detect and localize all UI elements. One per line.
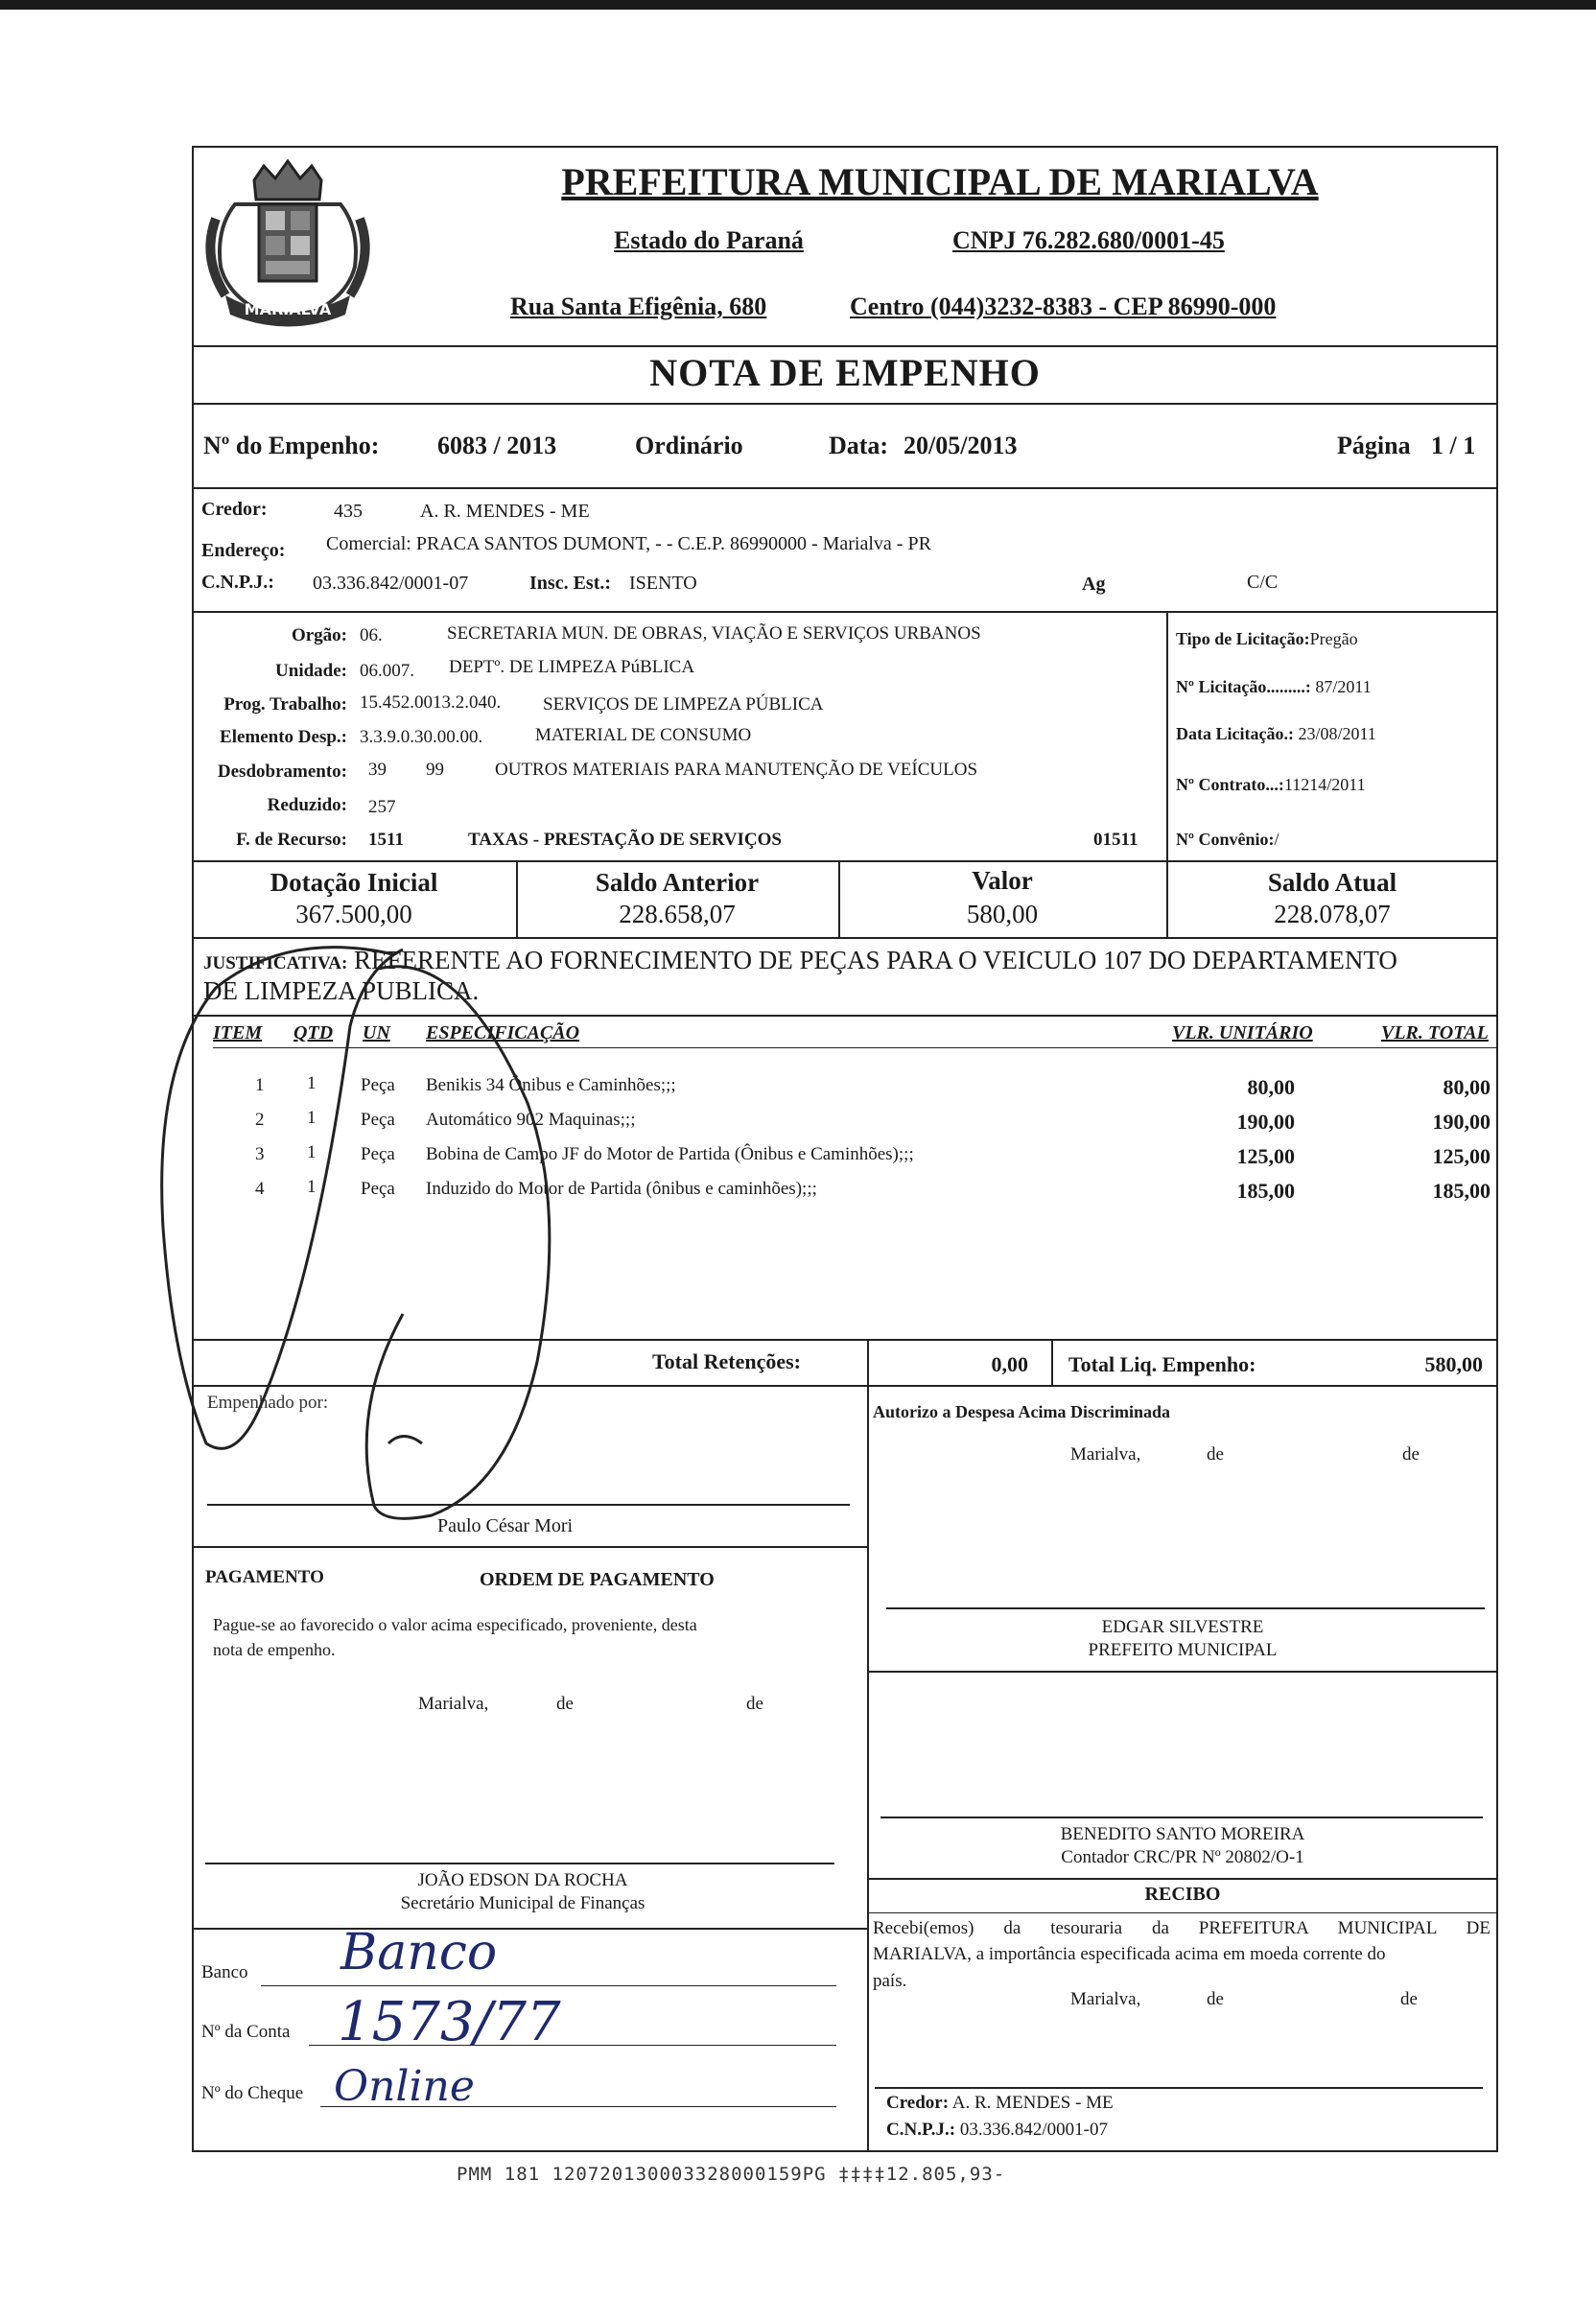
signature-line [875,2087,1483,2089]
elem-label: Elemento Desp.: [220,727,347,747]
row-espec: Automático 902 Maquinas;;; [426,1110,636,1130]
footer-credor-label: Credor: [886,2093,950,2113]
convenio-number: / [1274,830,1279,849]
page-label: Página [1337,432,1411,459]
footer-cnpj-label: C.N.P.J.: [886,2120,956,2140]
divider [1051,1339,1053,1385]
dotacao-value: 367.500,00 [295,900,412,928]
row-item: 1 [255,1075,265,1095]
valor-label: Valor [972,866,1033,895]
licitacao-data: 23/08/2011 [1298,724,1376,743]
secretario-role: Secretário Municipal de Finanças [400,1893,645,1913]
empenho-date: 20/05/2013 [904,432,1018,459]
pagamento-text-2: nota de empenho. [213,1640,336,1659]
justificativa-label: JUSTIFICATIVA: [203,953,348,973]
row-un: Peça [361,1144,395,1164]
row-espec: Bobina de Campo JF do Motor de Partida (Ônibus e Caminhões);;; [426,1144,914,1164]
total-liquido-label: Total Liq. Empenho: [1068,1352,1256,1376]
row-item: 2 [255,1110,265,1130]
header-cnpj: CNPJ 76.282.680/0001-45 [952,226,1225,254]
footer-credor-name: A. R. MENDES - ME [951,2093,1114,2113]
recibo-text-1: Recebi(emos) da tesouraria da PREFEITURA MUNICIPAL DE [873,1918,1490,1938]
empenhado-name: Paulo César Mori [437,1515,574,1536]
licitacao-num: 87/2011 [1315,677,1372,696]
row-unit: 190,00 [1236,1110,1295,1134]
credor-cnpj: 03.336.842/0001-07 [313,573,469,594]
col-header-un: UN [363,1022,390,1043]
divider [192,403,1498,405]
row-unit: 125,00 [1236,1144,1295,1168]
row-item: 3 [255,1144,265,1164]
row-total: 190,00 [1432,1110,1490,1134]
row-total: 185,00 [1432,1179,1490,1203]
row-total: 125,00 [1432,1144,1490,1168]
credor-ie: ISENTO [629,573,697,594]
field-line [261,1985,836,1986]
divider [867,1671,1498,1673]
signature-line [886,1607,1485,1609]
prefeito-role: PREFEITO MUNICIPAL [1088,1640,1278,1660]
recibo-text-2: MARIALVA, a importância especificada acima em moeda corrente do [873,1944,1386,1964]
unidade-label: Unidade: [275,661,347,681]
autorizo-de1: de [1207,1444,1224,1465]
row-qtd: 1 [307,1177,317,1197]
doc-title: NOTA DE EMPENHO [649,351,1041,394]
col-header-item: ITEM [213,1022,263,1043]
contador-role: Contador CRC/PR Nº 20802/O-1 [1061,1847,1304,1867]
elem-name: MATERIAL DE CONSUMO [535,725,752,745]
prefeito-name: EDGAR SILVESTRE [1101,1617,1264,1637]
pagamento-text-1: Pague-se ao favorecido o valor acima especificado, proveniente, desta [213,1615,697,1634]
row-item: 4 [255,1179,265,1199]
divider [192,860,1498,862]
recurso-code2: 01511 [1093,830,1138,850]
empenho-label: Nº do Empenho: [203,432,380,459]
cnpj-label: C.N.P.J.: [201,572,274,593]
banco-label: Banco [201,1962,248,1982]
dotacao-label: Dotação Inicial [270,868,438,897]
bottom-stamp: PMM 181 120720130003328000159PG ‡‡‡‡12.805,93- [457,2164,1006,2185]
pagamento-label: PAGAMENTO [205,1567,324,1587]
seal-text: MARIALVA [244,300,332,318]
pagamento-place: Marialva, [418,1694,489,1714]
signature-line [880,1817,1483,1818]
credor-label: Credor: [201,499,268,520]
row-total: 80,00 [1443,1075,1490,1099]
header-street: Rua Santa Efigênia, 680 [510,293,767,320]
saldo-anterior-value: 228.658,07 [619,900,736,928]
divider [867,1339,869,2152]
conta-label: Nº da Conta [201,2022,291,2042]
pagamento-de2: de [746,1694,763,1714]
valor-value: 580,00 [966,900,1039,928]
cheque-label: Nº do Cheque [201,2083,304,2103]
signature-line [205,1863,834,1864]
desd-name: OUTROS MATERIAIS PARA MANUTENÇÃO DE VEÍCULOS [495,760,978,780]
orgao-code: 06. [360,625,383,645]
recibo-text-3: país. [873,1971,907,1991]
row-un: Peça [361,1075,395,1095]
divider [867,1912,1498,1913]
row-un: Peça [361,1110,395,1130]
total-retencoes-value: 0,00 [991,1352,1028,1376]
total-retencoes-label: Total Retenções: [652,1349,801,1373]
cheque-handwritten: Online [334,2062,475,2111]
handwritten-circle-annotation [144,911,585,1535]
scan-top-edge [0,0,1596,10]
saldo-atual-value: 228.078,07 [1274,900,1391,928]
credor-address: Comercial: PRACA SANTOS DUMONT, - - C.E.P. 86990000 - Marialva - PR [326,533,931,554]
pagamento-de1: de [556,1694,574,1714]
total-liquido-value: 580,00 [1424,1352,1483,1376]
empenho-type: Ordinário [635,432,743,459]
convenio-label: Nº Convênio: [1176,830,1275,849]
divider [192,1928,867,1930]
saldo-anterior-label: Saldo Anterior [595,868,760,897]
header-state: Estado do Paraná [614,226,804,254]
tipo-licitacao-label: Tipo de Licitação: [1176,629,1310,648]
account-label: C/C [1247,572,1279,593]
autorizo-label: Autorizo a Despesa Acima Discriminada [873,1402,1170,1421]
licitacao-data-label: Data Licitação.: [1176,724,1294,743]
header-contact: Centro (044)3232-8383 - CEP 86990-000 [850,293,1277,320]
col-header-espec: ESPECIFICAÇÃO [426,1022,580,1043]
col-header-unit: VLR. UNITÁRIO [1172,1022,1313,1043]
contador-name: BENEDITO SANTO MOREIRA [1060,1824,1305,1844]
ie-label: Insc. Est.: [529,573,612,594]
licitacao-num-label: Nº Licitação.........: [1176,677,1311,696]
address-label: Endereço: [201,540,286,561]
desd-code1: 39 [368,760,387,780]
credor-name: A. R. MENDES - ME [420,501,590,522]
justificativa-line2: DE LIMPEZA PUBLICA. [203,976,480,1005]
coat-of-arms-icon [197,152,379,334]
conta-handwritten: 1573/77 [338,1991,561,2053]
justificativa-line1: REFERENTE AO FORNECIMENTO DE PEÇAS PARA O VEICULO 107 DO DEPARTAMENTO [354,946,1397,974]
row-un: Peça [361,1179,395,1199]
prog-code: 15.452.0013.2.040. [360,692,502,713]
row-unit: 80,00 [1247,1075,1295,1099]
autorizo-place: Marialva, [1070,1444,1141,1465]
autorizo-de2: de [1402,1444,1420,1465]
row-unit: 185,00 [1236,1179,1295,1203]
divider [1166,611,1168,860]
divider [867,1878,1498,1880]
divider [192,487,1498,489]
prog-label: Prog. Trabalho: [223,694,347,715]
desd-label: Desdobramento: [217,762,347,782]
desd-code2: 99 [426,760,444,780]
divider [192,1546,867,1548]
row-qtd: 1 [307,1142,317,1162]
empenhado-label: Empenhado por: [207,1393,329,1413]
agency-label: Ag [1082,574,1106,595]
recurso-label: F. de Recurso: [236,830,347,850]
recurso-code: 1511 [368,830,404,850]
secretario-name: JOÃO EDSON DA ROCHA [417,1870,628,1890]
reduzido-value: 257 [368,797,396,817]
contrato-label: Nº Contrato...: [1176,775,1284,794]
saldo-atual-label: Saldo Atual [1267,868,1397,897]
divider [192,611,1498,613]
unidade-name: DEPTº. DE LIMPEZA PúBLICA [449,657,695,677]
row-espec: Benikis 34 Ônibus e Caminhões;;; [426,1075,676,1095]
elem-code: 3.3.9.0.30.00.00. [360,727,483,747]
row-qtd: 1 [307,1108,317,1128]
orgao-label: Orgão: [291,625,347,645]
reduzido-label: Reduzido: [267,795,347,815]
contrato-number: 11214/2011 [1283,775,1366,794]
col-header-qtd: QTD [293,1022,334,1043]
row-qtd: 1 [307,1073,317,1093]
recibo-title: RECIBO [1144,1884,1221,1905]
row-espec: Induzido do Motor de Partida (ônibus e caminhões);;; [426,1179,817,1199]
recibo-de2: de [1400,1989,1418,2009]
unidade-code: 06.007. [360,661,414,681]
empenho-date-label: Data: [829,432,889,459]
page-title: PREFEITURA MUNICIPAL DE MARIALVA [561,160,1319,203]
footer-cnpj: 03.336.842/0001-07 [959,2120,1108,2140]
col-header-total: VLR. TOTAL [1381,1022,1489,1043]
divider [192,345,1498,347]
recibo-place: Marialva, [1070,1989,1141,2009]
page-number: 1 / 1 [1431,432,1476,459]
empenho-number: 6083 / 2013 [437,432,557,459]
credor-code: 435 [334,501,363,522]
tipo-licitacao: Pregão [1309,629,1358,648]
banco-handwritten: Banco [340,1924,498,1981]
orgao-name: SECRETARIA MUN. DE OBRAS, VIAÇÃO E SERVIÇOS URBANOS [447,623,981,644]
recurso-name: TAXAS - PRESTAÇÃO DE SERVIÇOS [468,830,782,850]
ordem-pagamento-label: ORDEM DE PAGAMENTO [480,1569,715,1590]
prog-name: SERVIÇOS DE LIMPEZA PÚBLICA [543,694,824,715]
recibo-de1: de [1207,1989,1224,2009]
